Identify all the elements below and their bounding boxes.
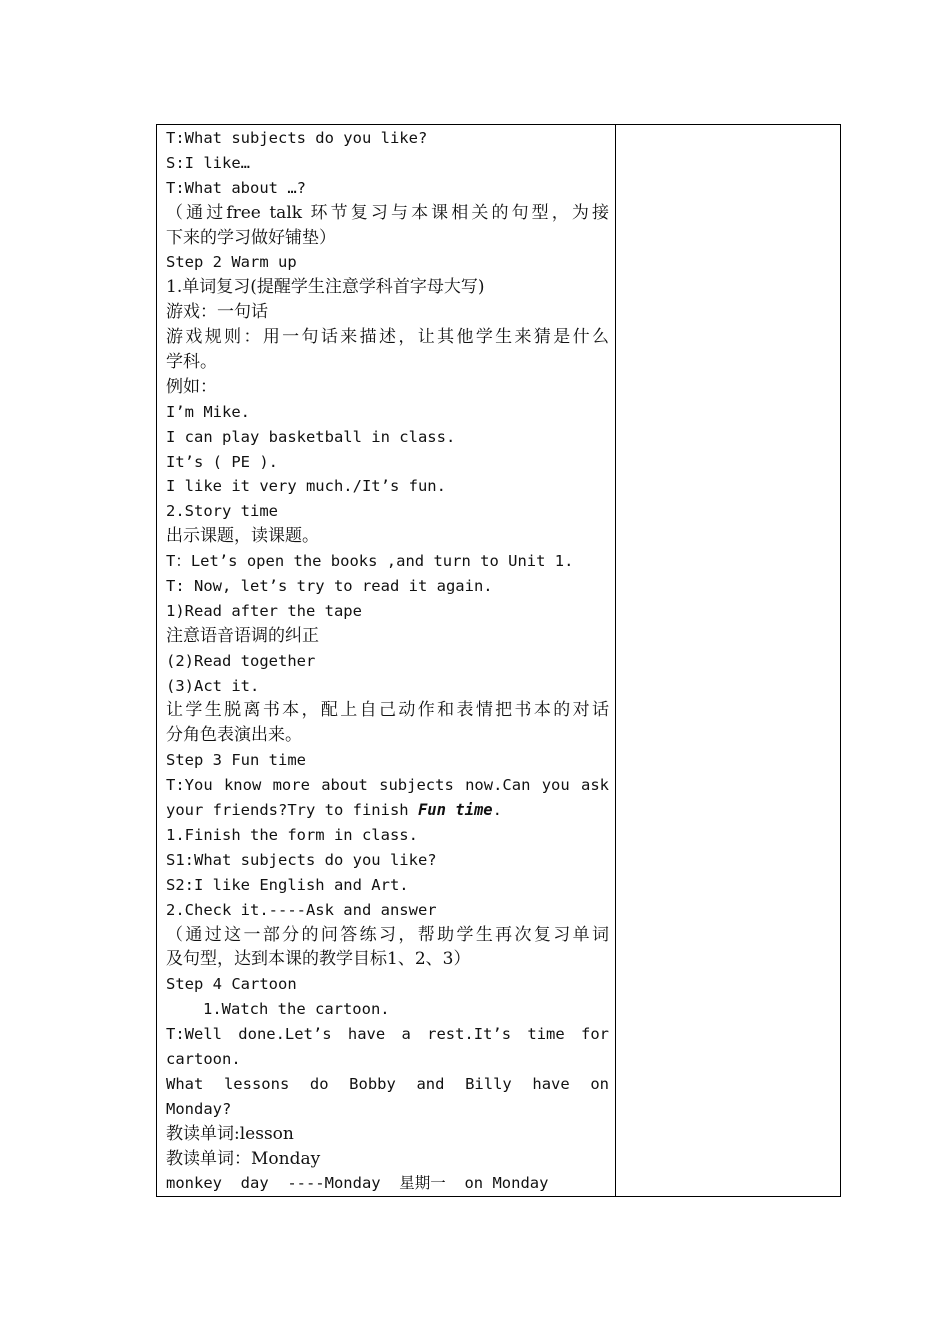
instruction-line: 出示课题，读课题。 xyxy=(166,526,319,547)
dialogue-line: S:I like… xyxy=(166,153,250,172)
example-line: I like it very much./It’s fun. xyxy=(166,477,446,496)
dialogue-line: T:Well done.Let’s have a rest.It’s time for xyxy=(166,1025,609,1044)
dialogue-line: T: Now, let’s try to read it again. xyxy=(166,577,493,596)
activity-line: 2.Check it.----Ask and answer xyxy=(166,900,437,919)
dialogue-line: T:You know more about subjects now.Can you ask xyxy=(166,776,609,795)
notes-cell xyxy=(616,125,841,1197)
fun-time-emphasis: Fun time xyxy=(417,801,493,820)
dialogue-text: your friends?Try to finish xyxy=(166,801,418,820)
step-heading: Step 2 Warm up xyxy=(166,253,297,272)
dialogue-line xyxy=(166,798,609,823)
teaching-steps-text xyxy=(157,125,615,1196)
lesson-plan-table xyxy=(156,124,841,1197)
example-line: I can play basketball in class. xyxy=(166,427,456,446)
vocabulary-line: 教读单词：Monday xyxy=(166,1148,321,1169)
instruction-line: 注意语音语调的纠正 xyxy=(166,625,319,646)
note-line: 下来的学习做好铺垫） xyxy=(166,227,336,248)
note-line: （通过这一部分的问答练习，帮助学生再次复习单词 xyxy=(166,924,609,945)
step-heading: Step 4 Cartoon xyxy=(166,975,297,994)
dialogue-line: What lessons do Bobby and Billy have on xyxy=(166,1074,609,1093)
dialogue-line: S2:I like English and Art. xyxy=(166,875,409,894)
example-line: I’m Mike. xyxy=(166,402,250,421)
dialogue-line: cartoon. xyxy=(166,1049,241,1068)
teaching-steps-cell xyxy=(157,125,616,1197)
example-line: It’s ( PE ). xyxy=(166,452,278,471)
dialogue-line: T：Let’s open the books ,and turn to Unit 1. xyxy=(166,552,574,571)
activity-line: 1.Watch the cartoon. xyxy=(203,1000,390,1019)
activity-line: (3)Act it. xyxy=(166,676,260,695)
dialogue-line: T:What about …? xyxy=(166,178,306,197)
instruction-line: 例如： xyxy=(166,376,217,397)
table-row xyxy=(157,125,841,1197)
instruction-line: 游戏：一句话 xyxy=(166,302,268,323)
activity-line: 1)Read after the tape xyxy=(166,601,362,620)
vocabulary-line: 教读单词:lesson xyxy=(166,1123,294,1144)
instruction-line: 分角色表演出来。 xyxy=(166,725,302,746)
vocabulary-line: monkey day ----Monday 星期一 on Monday xyxy=(166,1174,549,1193)
dialogue-line: Monday? xyxy=(166,1099,232,1118)
note-line: （通过free talk 环节复习与本课相关的句型，为接 xyxy=(166,202,609,223)
note-line: 及句型，达到本课的教学目标1、2、3） xyxy=(166,949,471,970)
instruction-line: 游戏规则：用一句话来描述，让其他学生来猜是什么 xyxy=(166,327,609,348)
activity-line: 1.Finish the form in class. xyxy=(166,825,418,844)
instruction-line: 学科。 xyxy=(166,352,217,373)
instruction-line: 1.单词复习(提醒学生注意学科首字母大写) xyxy=(166,277,485,298)
step-heading: Step 3 Fun time xyxy=(166,751,306,770)
fun-time-period: . xyxy=(492,801,502,820)
activity-line: (2)Read together xyxy=(166,651,316,670)
dialogue-line: S1:What subjects do you like? xyxy=(166,850,437,869)
dialogue-line: T:What subjects do you like? xyxy=(166,129,428,147)
step-subheading: 2.Story time xyxy=(166,502,278,521)
instruction-line: 让学生脱离书本，配上自己动作和表情把书本的对话 xyxy=(166,700,609,721)
